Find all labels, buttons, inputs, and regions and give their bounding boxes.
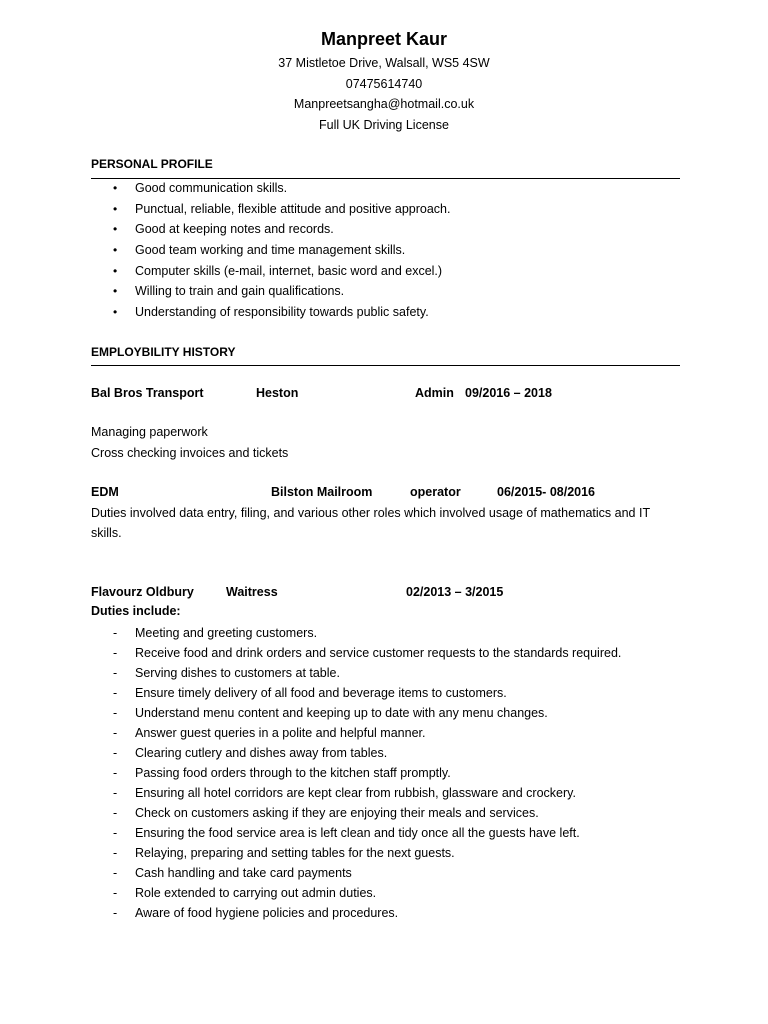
list-item-text: Receive food and drink orders and service customer requests to the standards required.	[135, 646, 622, 660]
employment-history-heading: EMPLOYBILITY HISTORY	[91, 345, 236, 359]
bullet-marker: •	[113, 181, 118, 195]
list-item-text: Punctual, reliable, flexible attitude and positive approach.	[135, 201, 451, 216]
list-item-text: Ensure timely delivery of all food and beverage items to customers.	[135, 686, 507, 700]
list-item-text: Serving dishes to customers at table.	[135, 666, 340, 680]
dash-marker: -	[113, 766, 118, 780]
list-item	[91, 302, 450, 323]
dash-marker: -	[113, 626, 118, 640]
list-item-text: Meeting and greeting customers.	[135, 626, 318, 640]
job3-duties-intro: Duties include:	[91, 604, 181, 618]
list-item-text: Good team working and time management skills.	[135, 243, 406, 258]
dash-marker: -	[113, 886, 118, 900]
list-item	[91, 219, 450, 240]
list-item	[91, 803, 621, 823]
list-item	[91, 643, 621, 663]
dash-marker: -	[113, 806, 118, 820]
job1-location: Heston	[256, 386, 299, 400]
dash-marker: -	[113, 706, 118, 720]
list-item	[91, 683, 621, 703]
dash-marker: -	[113, 826, 118, 840]
list-item	[91, 199, 450, 220]
list-item-text: Good communication skills.	[135, 181, 288, 195]
list-item	[91, 743, 621, 763]
job2-location: Bilston Mailroom	[271, 485, 373, 499]
phone-number: 07475614740	[345, 77, 423, 91]
email-address: Manpreetsangha@hotmail.co.uk	[293, 97, 475, 111]
job1-duty: Cross checking invoices and tickets	[91, 446, 289, 460]
list-item-text: Clearing cutlery and dishes away from tables.	[135, 746, 388, 760]
dash-marker: -	[113, 906, 118, 920]
bullet-marker: •	[113, 263, 118, 278]
dash-marker: -	[113, 866, 118, 880]
job1-dates: 09/2016 – 2018	[465, 386, 552, 400]
driving-license-line: Full UK Driving License	[319, 118, 449, 132]
bullet-marker: •	[113, 201, 118, 216]
list-item	[91, 763, 621, 783]
list-item-text: Willing to train and gain qualifications.	[135, 284, 345, 299]
list-item	[91, 843, 621, 863]
candidate-name: Manpreet Kaur	[320, 29, 448, 49]
list-item-text: Relaying, preparing and setting tables for the next guests.	[135, 846, 455, 860]
bullet-marker: •	[113, 222, 118, 237]
job2-description: Duties involved data entry, filing, and various other roles which involved usage of mathematics and IT skills.	[91, 506, 650, 540]
dash-marker: -	[113, 726, 118, 740]
list-item	[91, 903, 621, 923]
dash-marker: -	[113, 646, 118, 660]
dash-marker: -	[113, 846, 118, 860]
list-item-text: Cash handling and take card payments	[135, 866, 352, 880]
list-item-text: Passing food orders through to the kitchen staff promptly.	[135, 766, 451, 780]
list-item-text: Answer guest queries in a polite and helpful manner.	[135, 726, 426, 740]
job1-role: Admin	[415, 386, 454, 400]
list-item	[91, 663, 621, 683]
job2-dates: 06/2015- 08/2016	[497, 485, 596, 499]
profile-list	[91, 178, 450, 323]
list-item	[91, 863, 621, 883]
employment-divider	[91, 365, 680, 366]
list-item	[91, 281, 450, 302]
list-item	[91, 823, 621, 843]
list-item	[91, 240, 450, 261]
dash-marker: -	[113, 666, 118, 680]
list-item	[91, 261, 450, 282]
job3-dates: 02/2013 – 3/2015	[406, 585, 504, 599]
list-item	[91, 623, 621, 643]
job1-duty: Managing paperwork	[91, 425, 208, 439]
list-item-text: Ensuring the food service area is left clean and tidy once all the guests have left.	[135, 826, 580, 840]
list-item	[91, 723, 621, 743]
list-item-text: Understand menu content and keeping up to date with any menu changes.	[135, 706, 548, 720]
address-line: 37 Mistletoe Drive, Walsall, WS5 4SW	[278, 56, 490, 70]
list-item-text: Understanding of responsibility towards public safety.	[135, 305, 429, 320]
list-item-text: Check on customers asking if they are enjoying their meals and services.	[135, 806, 539, 820]
bullet-marker: •	[113, 284, 118, 299]
bullet-marker: •	[113, 305, 118, 320]
job2-company: EDM	[91, 485, 119, 499]
list-item-text: Aware of food hygiene policies and procedures.	[135, 906, 399, 920]
job2-role: operator	[410, 485, 461, 499]
job3-company: Flavourz Oldbury	[91, 585, 194, 599]
list-item	[91, 703, 621, 723]
bullet-marker: •	[113, 243, 118, 258]
list-item-text: Computer skills (e-mail, internet, basic word and excel.)	[135, 263, 443, 278]
list-item	[91, 178, 450, 199]
job3-duties-list	[91, 623, 621, 923]
job1-company: Bal Bros Transport	[91, 386, 204, 400]
dash-marker: -	[113, 746, 118, 760]
job3-role: Waitress	[226, 585, 278, 599]
list-item-text: Role extended to carrying out admin duties.	[135, 886, 377, 900]
dash-marker: -	[113, 686, 118, 700]
personal-profile-heading: PERSONAL PROFILE	[91, 157, 213, 171]
dash-marker: -	[113, 786, 118, 800]
list-item-text: Good at keeping notes and records.	[135, 222, 334, 237]
list-item	[91, 783, 621, 803]
list-item-text: Ensuring all hotel corridors are kept clear from rubbish, glassware and crockery.	[135, 786, 576, 800]
list-item	[91, 883, 621, 903]
